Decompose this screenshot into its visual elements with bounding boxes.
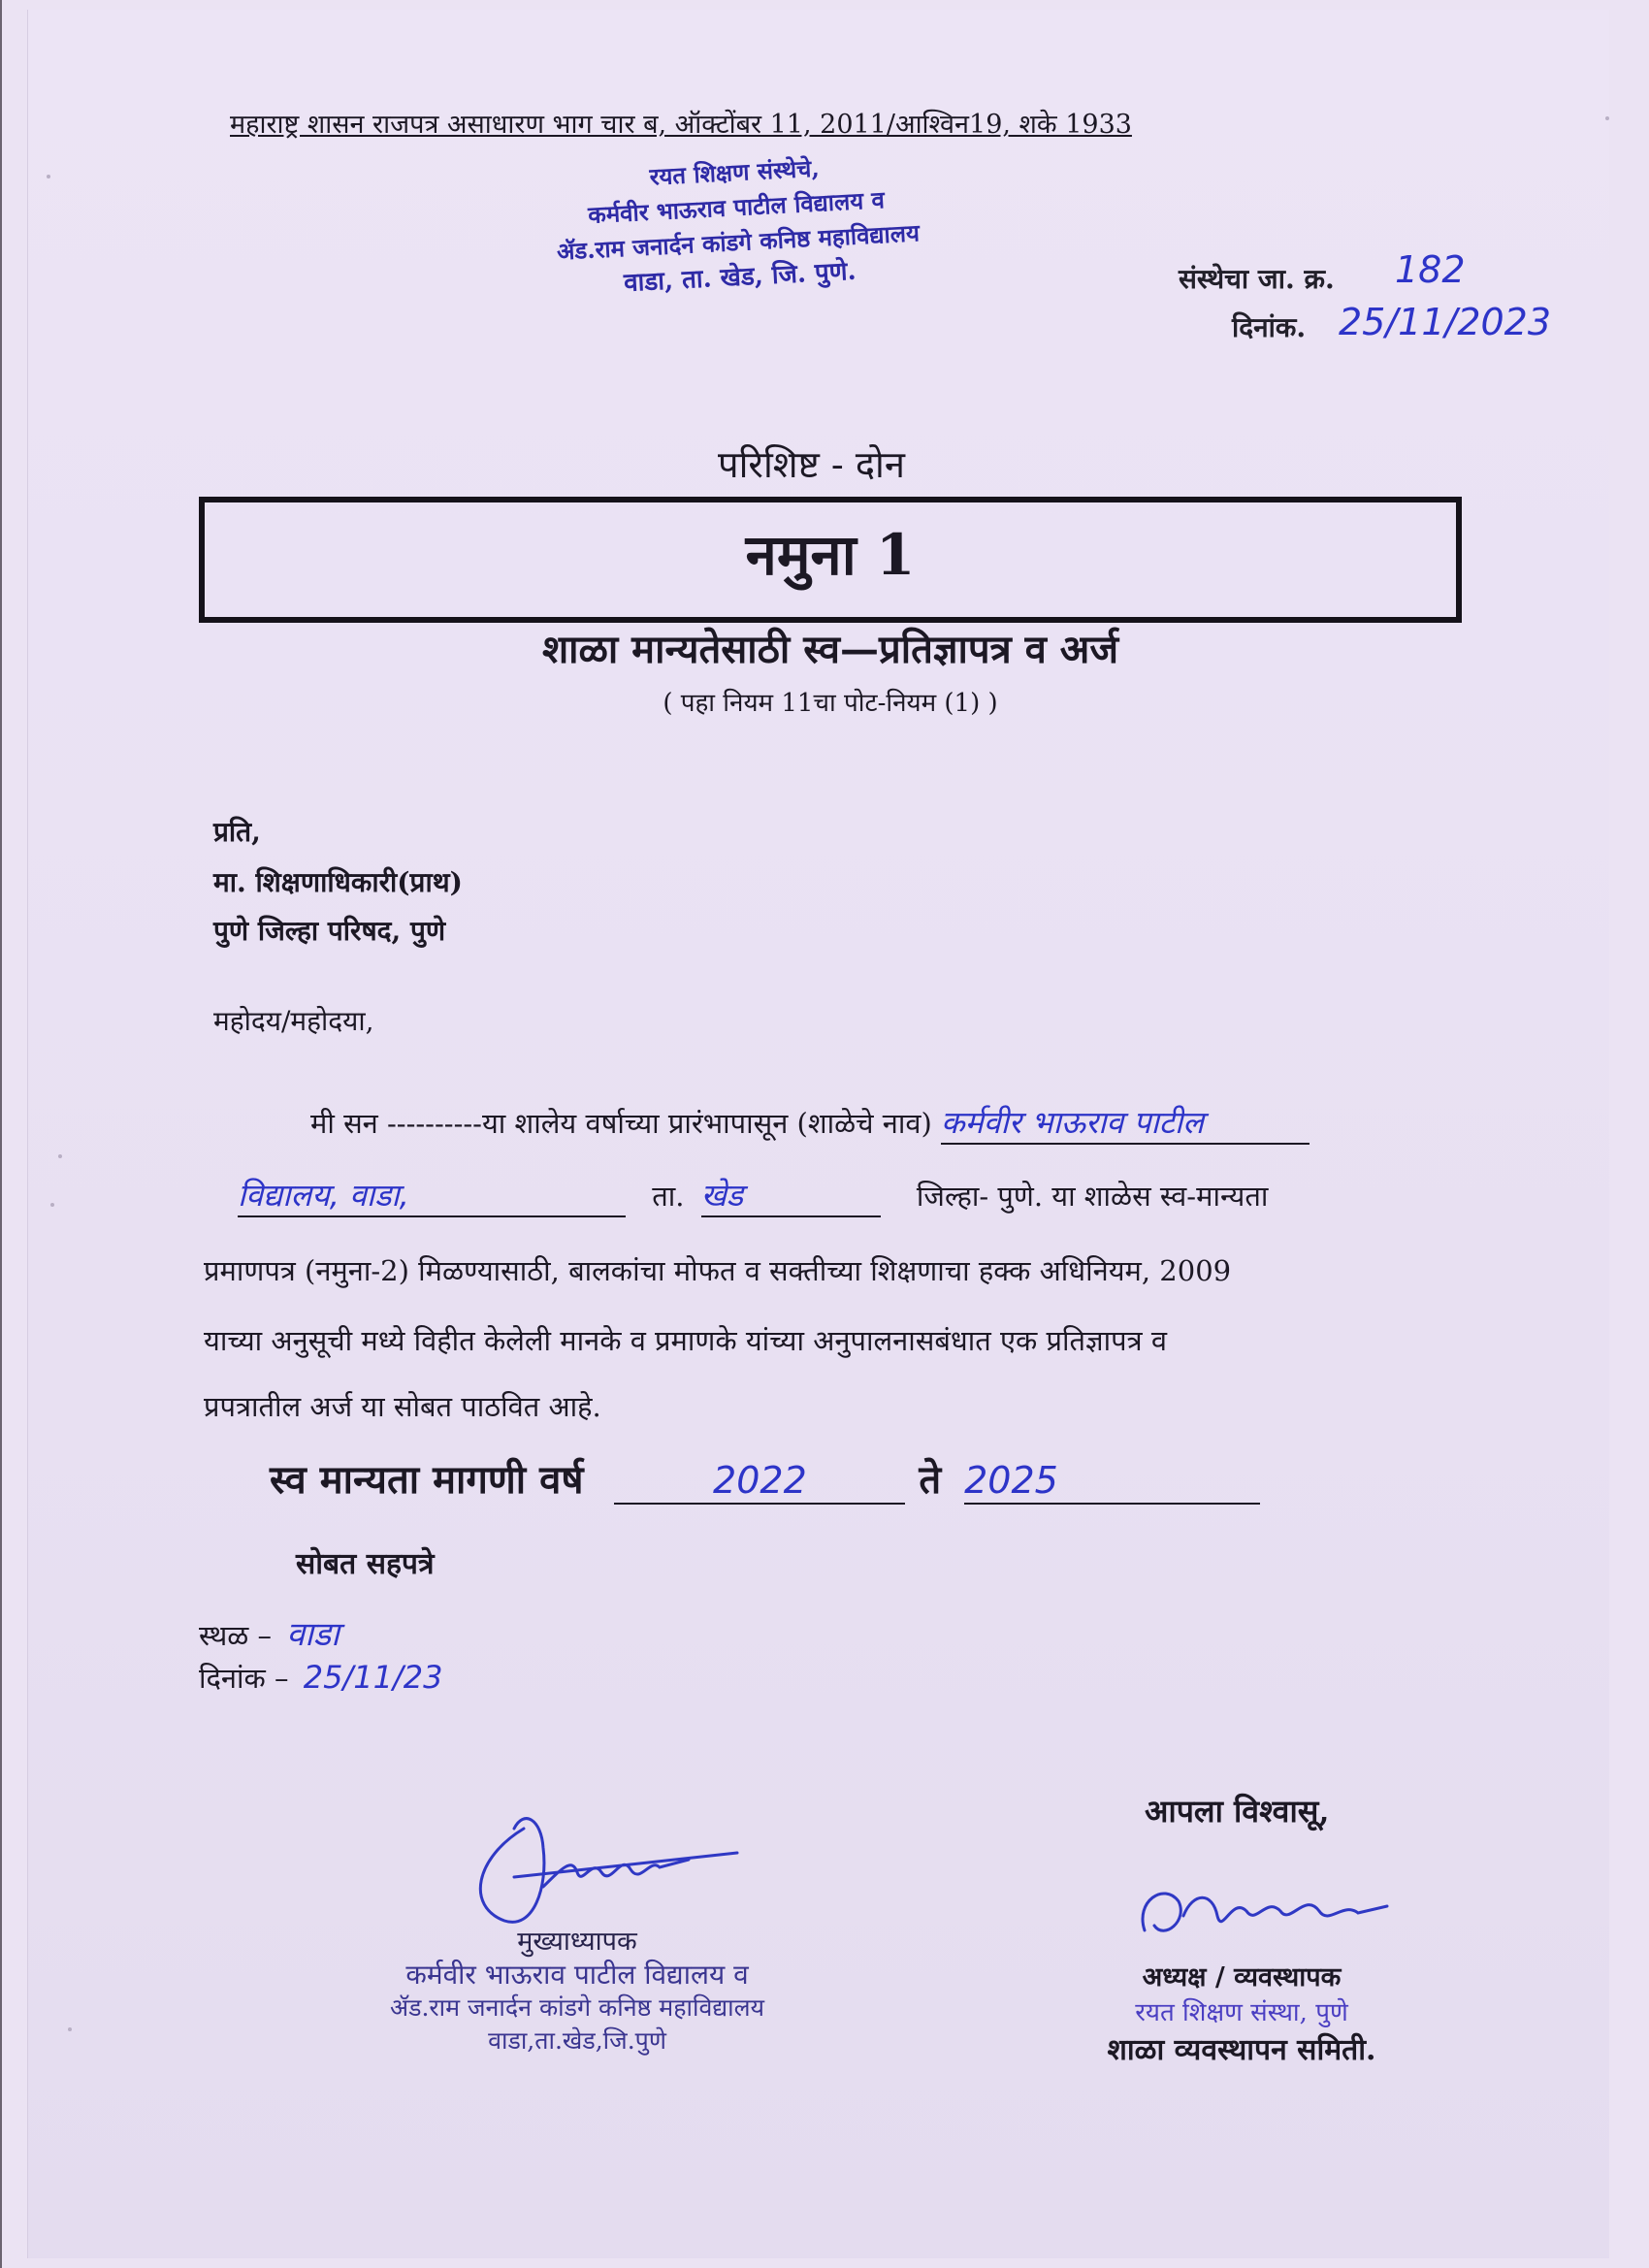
headmaster-stamp-line: कर्मवीर भाऊराव पाटील विद्यालय व	[405, 1959, 749, 1991]
footer-date-row	[199, 1659, 442, 1697]
outward-no-label: संस्थेचा जा. क्र.	[1179, 263, 1335, 295]
taluka-handwritten: खेड	[700, 1177, 743, 1214]
form-subtitle: शाळा मान्यतेसाठी स्व—प्रतिज्ञापत्र व अर्ज	[541, 627, 1119, 672]
chairman-designation: अध्यक्ष / व्यवस्थापक	[1142, 1962, 1342, 1993]
form-title: नमुना 1	[745, 522, 916, 588]
addressee-officer: मा. शिक्षणाधिकारी(प्राथ)	[213, 866, 463, 898]
scan-speck	[1605, 116, 1609, 120]
appendix-label: परिशिष्ट - दोन	[718, 443, 905, 486]
place-row	[199, 1610, 340, 1655]
date-label: दिनांक.	[1232, 311, 1307, 343]
addressee-office: पुणे जिल्हा परिषद, पुणे	[213, 915, 446, 947]
school-name-handwritten-2: विद्यालय, वाडा,	[238, 1177, 409, 1214]
to-label: ते	[919, 1457, 942, 1503]
chairman-block	[1038, 1958, 1445, 2068]
taluka-label: ता.	[652, 1180, 685, 1213]
body-line-1-text: मी सन ----------या शालेय वर्षाच्या प्रारंभापासून (शाळेचे नाव)	[310, 1107, 932, 1140]
recognition-year-line	[270, 1451, 1260, 1505]
stamp-line: रयत शिक्षण संस्थेचे,	[648, 153, 821, 191]
stamp-line: वाडा, ता. खेड, जि. पुणे.	[623, 256, 857, 299]
recognition-label: स्व मान्यता मागणी वर्ष	[270, 1457, 584, 1503]
place-label: स्थळ –	[199, 1619, 272, 1652]
taluka-field	[701, 1174, 881, 1217]
school-name-handwritten: कर्मवीर भाऊराव पाटील	[941, 1104, 1204, 1141]
chairman-signature	[1125, 1872, 1397, 1960]
salutation: महोदय/महोदया,	[213, 1005, 374, 1037]
headmaster-signature	[456, 1799, 747, 1935]
scan-edge	[0, 0, 2, 2268]
body-line-1	[310, 1101, 1310, 1145]
headmaster-designation: मुख्याध्यापक	[517, 1927, 637, 1957]
scan-speck	[58, 1154, 62, 1158]
institution-stamp	[463, 141, 1013, 308]
date-value: 25/11/2023	[1339, 301, 1552, 343]
school-name-field-2	[238, 1174, 626, 1217]
scan-speck	[47, 175, 50, 178]
place-handwritten: वाडा	[286, 1615, 340, 1654]
body-line-2	[238, 1174, 1268, 1217]
closing-text: आपला विश्वासू,	[1145, 1793, 1330, 1830]
stamp-line: कर्मवीर भाऊराव पाटील विद्यालय व	[587, 185, 886, 230]
scan-speck	[68, 2027, 72, 2031]
body-line-4: याच्या अनुसूची मध्ये विहीत केलेली मानके व प्रमाणके यांच्या अनुपालनासबंधात एक प्रतिज्ञापत्र व	[204, 1324, 1167, 1357]
district-text: जिल्हा- पुणे. या शाळेस स्व-मान्यता	[916, 1180, 1269, 1213]
gazette-header: महाराष्ट्र शासन राजपत्र असाधारण भाग चार ब, ऑक्टोंबर 11, 2011/आश्विन19, शके 1933	[230, 110, 1132, 140]
headmaster-stamp-line: ॲड.राम जनार्दन कांडगे कनिष्ठ महाविद्यालय	[389, 1993, 765, 2022]
headmaster-stamp-line: वाडा,ता.खेड,जि.पुणे	[488, 2026, 666, 2055]
from-year-handwritten: 2022	[713, 1459, 807, 1502]
addressee-to: प्रति,	[213, 816, 261, 848]
school-name-field	[941, 1101, 1310, 1145]
footer-date-handwritten: 25/11/23	[303, 1659, 443, 1696]
stamp-line: ॲड.राम जनार्दन कांडगे कनिष्ठ महाविद्यालय	[556, 218, 921, 266]
body-line-3: प्रमाणपत्र (नमुना-2) मिळण्यासाठी, बालकांचा मोफत व सक्तीच्या शिक्षणाचा हक्क अधिनियम, 2009	[204, 1254, 1232, 1287]
to-year-handwritten: 2025	[964, 1459, 1058, 1502]
scan-speck	[50, 1203, 54, 1207]
to-year-field	[964, 1457, 1260, 1505]
committee-name: शाळा व्यवस्थापन समिती.	[1107, 2033, 1376, 2067]
outward-no-value: 182	[1395, 248, 1466, 291]
from-year-field	[614, 1457, 905, 1505]
body-line-5: प्रपत्रातील अर्ज या सोबत पाठवित आहे.	[204, 1390, 601, 1423]
headmaster-block	[349, 1926, 805, 2057]
enclosures-label: सोबत सहपत्रे	[296, 1547, 435, 1581]
rule-reference: ( पहा नियम 11चा पोट-नियम (1) )	[663, 689, 998, 718]
chairman-stamp: रयत शिक्षण संस्था, पुणे	[1135, 1998, 1348, 2027]
footer-date-label: दिनांक –	[199, 1662, 289, 1695]
